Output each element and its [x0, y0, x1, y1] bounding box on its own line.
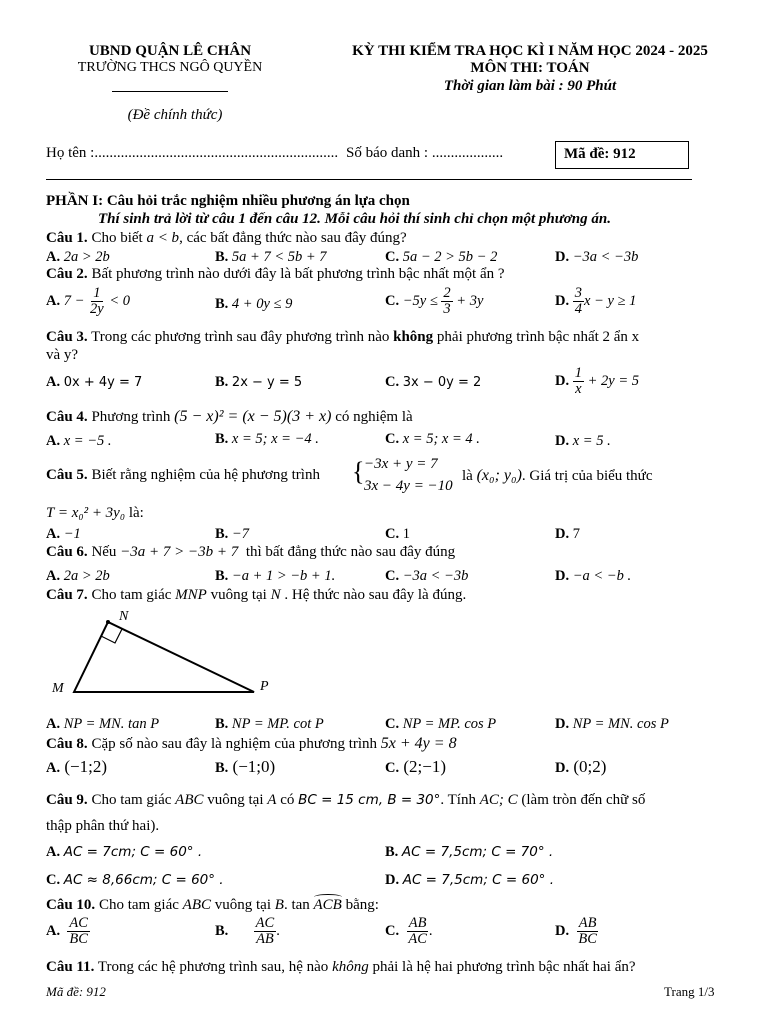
question-8: Câu 8. Cặp số nào sau đây là nghiệm của phương trình 5x + 4y = 8: [46, 735, 457, 752]
q3-option-b[interactable]: B. 2x − y = 5: [215, 374, 303, 390]
q9-option-c[interactable]: C. AC ≈ 8,66cm; C = 60° .: [46, 872, 224, 888]
question-9: Câu 9. Cho tam giác ABC vuông tại A có BC = 15 cm, B = 30°. Tính AC; C (làm tròn đến chữ số: [46, 792, 646, 808]
q7-option-a[interactable]: A. NP = MN. tan P: [46, 716, 160, 732]
q6-option-b[interactable]: B. −a + 1 > −b + 1.: [215, 568, 336, 584]
q3-option-c[interactable]: C. 3x − 0y = 2: [385, 374, 482, 390]
question-11: Câu 11. Trong các hệ phương trình sau, hệ nào không phải là hệ hai phương trình bậc nhất hai ẩn?: [46, 959, 636, 975]
q3-option-a[interactable]: A. 0x + 4y = 7: [46, 374, 143, 390]
school-name: TRƯỜNG THCS NGÔ QUYỀN: [77, 60, 263, 75]
q1-option-b[interactable]: B. 5a + 7 < 5b + 7: [215, 249, 327, 265]
q2-option-b[interactable]: B. 4 + 0y ≤ 9: [215, 296, 293, 312]
part1-instruction: Thí sinh trả lời từ câu 1 đến câu 12. Mỗi câu hỏi thí sinh chỉ chọn một phương án.: [98, 211, 611, 227]
q7-option-c[interactable]: C. NP = MP. cos P: [385, 716, 497, 732]
label-p: P: [260, 679, 269, 694]
q9-option-b[interactable]: B. AC = 7,5cm; C = 70° .: [385, 844, 554, 860]
question-6: Câu 6. Nếu −3a + 7 > −3b + 7 thì bất đẳng thức nào sau đây đúng: [46, 544, 456, 560]
q10-option-d[interactable]: D. $\frac{AB}{BC}$: [555, 915, 597, 948]
q3-option-d[interactable]: D. $\frac{1}{x}$ + 2y = 5: [555, 365, 639, 398]
label-m: M: [52, 681, 64, 696]
header-divider: [112, 91, 228, 92]
question-5-cont: là (x₀; y₀). Giá trị của biểu thức: [462, 467, 653, 484]
q4-option-c[interactable]: C. x = 5; x = 4 .: [385, 431, 480, 447]
q4-option-d[interactable]: D. x = 5 .: [555, 433, 611, 449]
footer-exam-code: Mã đề: 912: [46, 984, 106, 999]
exam-code-box: Mã đề: 912: [555, 141, 689, 169]
department-name: UBND QUẬN LÊ CHÂN: [88, 43, 252, 59]
q2-option-c[interactable]: C. −5y ≤ $\frac{2}{3}$ + 3y: [385, 285, 484, 318]
q1-option-a[interactable]: A. 2a > 2b: [46, 249, 110, 265]
footer-page-number: Trang 1/3: [664, 984, 715, 999]
q5-option-d[interactable]: D. 7: [555, 526, 580, 542]
official-note: (Đề chính thức): [127, 107, 223, 123]
q5-option-a[interactable]: A. −1: [46, 526, 81, 542]
q9-option-a[interactable]: A. AC = 7cm; C = 60° .: [46, 844, 203, 860]
student-id-field: Số báo danh : ...................: [346, 145, 504, 161]
system-brace: {: [352, 457, 365, 486]
q6-option-c[interactable]: C. −3a < −3b: [385, 568, 469, 584]
triangle-mnp-figure: [46, 606, 286, 702]
q7-option-d[interactable]: D. NP = MN. cos P: [555, 716, 669, 732]
q8-option-b[interactable]: B. (−1;0): [215, 757, 276, 776]
question-9-line2: thập phân thứ hai).: [46, 818, 160, 834]
subject: MÔN THI: TOÁN: [470, 60, 590, 76]
q2-option-a[interactable]: A. 7 − $\frac{1}{2y}$ < 0: [46, 285, 131, 318]
q10-option-b[interactable]: B. $\frac{AC}{AB}$ .: [215, 915, 280, 948]
question-5-line2: T = x₀² + 3y₀ là:: [46, 505, 144, 521]
question-10: Câu 10. Cho tam giác ABC vuông tại B. tan ACB bằng:: [46, 897, 379, 913]
question-5: Câu 5. Biết rằng nghiệm của hệ phương trình: [46, 467, 320, 483]
q2-option-d[interactable]: D. $\frac{3}{4}$ x − y ≥ 1: [555, 285, 637, 318]
question-3-line2: và y?: [46, 347, 79, 363]
q10-option-a[interactable]: A. $\frac{AC}{BC}$: [46, 915, 88, 948]
label-n: N: [119, 609, 129, 624]
question-2: Câu 2. Bất phương trình nào dưới đây là bất phương trình bậc nhất một ẩn ?: [46, 266, 505, 282]
q5-option-c[interactable]: C. 1: [385, 526, 410, 542]
q9-option-d[interactable]: D. AC = 7,5cm; C = 60° .: [385, 872, 555, 888]
question-3: Câu 3. Trong các phương trình sau đây phương trình nào không phải phương trình bậc nhất 2 ẩn x: [46, 329, 640, 345]
q1-option-d[interactable]: D. −3a < −3b: [555, 249, 639, 265]
q4-option-b[interactable]: B. x = 5; x = −4 .: [215, 431, 319, 447]
q10-option-c[interactable]: C. $\frac{AB}{AC}$ .: [385, 915, 433, 948]
q8-option-c[interactable]: C. (2;−1): [385, 757, 446, 776]
exam-title: KỲ THI KIỂM TRA HỌC KÌ I NĂM HỌC 2024 - 2025: [352, 43, 708, 59]
q5-equation-2: 3x − 4y = −10: [364, 478, 453, 494]
question-1: Câu 1. Cho biết a < b, các bất đẳng thức nào sau đây đúng?: [46, 230, 407, 246]
q5-equation-1: −3x + y = 7: [364, 456, 438, 472]
q8-option-d[interactable]: D. (0;2): [555, 757, 607, 776]
question-4: Câu 4. Phương trình (5 − x)² = (x − 5)(3 + x) có nghiệm là: [46, 408, 413, 425]
q6-option-a[interactable]: A. 2a > 2b: [46, 568, 110, 584]
q1-option-c[interactable]: C. 5a − 2 > 5b − 2: [385, 249, 498, 265]
q7-option-b[interactable]: B. NP = MP. cot P: [215, 716, 324, 732]
q4-option-a[interactable]: A. x = −5 .: [46, 433, 112, 449]
duration: Thời gian làm bài : 90 Phút: [443, 78, 617, 94]
question-7: Câu 7. Cho tam giác MNP vuông tại N . Hệ thức nào sau đây là đúng.: [46, 587, 467, 603]
q5-option-b[interactable]: B. −7: [215, 526, 249, 542]
part1-title: PHẦN I: Câu hỏi trắc nghiệm nhiều phương án lựa chọn: [46, 193, 410, 209]
name-field: Họ tên :.................................................................: [46, 145, 339, 161]
q6-option-d[interactable]: D. −a < −b .: [555, 568, 632, 584]
header-bottom-rule: [46, 179, 692, 180]
q8-option-a[interactable]: A. (−1;2): [46, 757, 107, 776]
